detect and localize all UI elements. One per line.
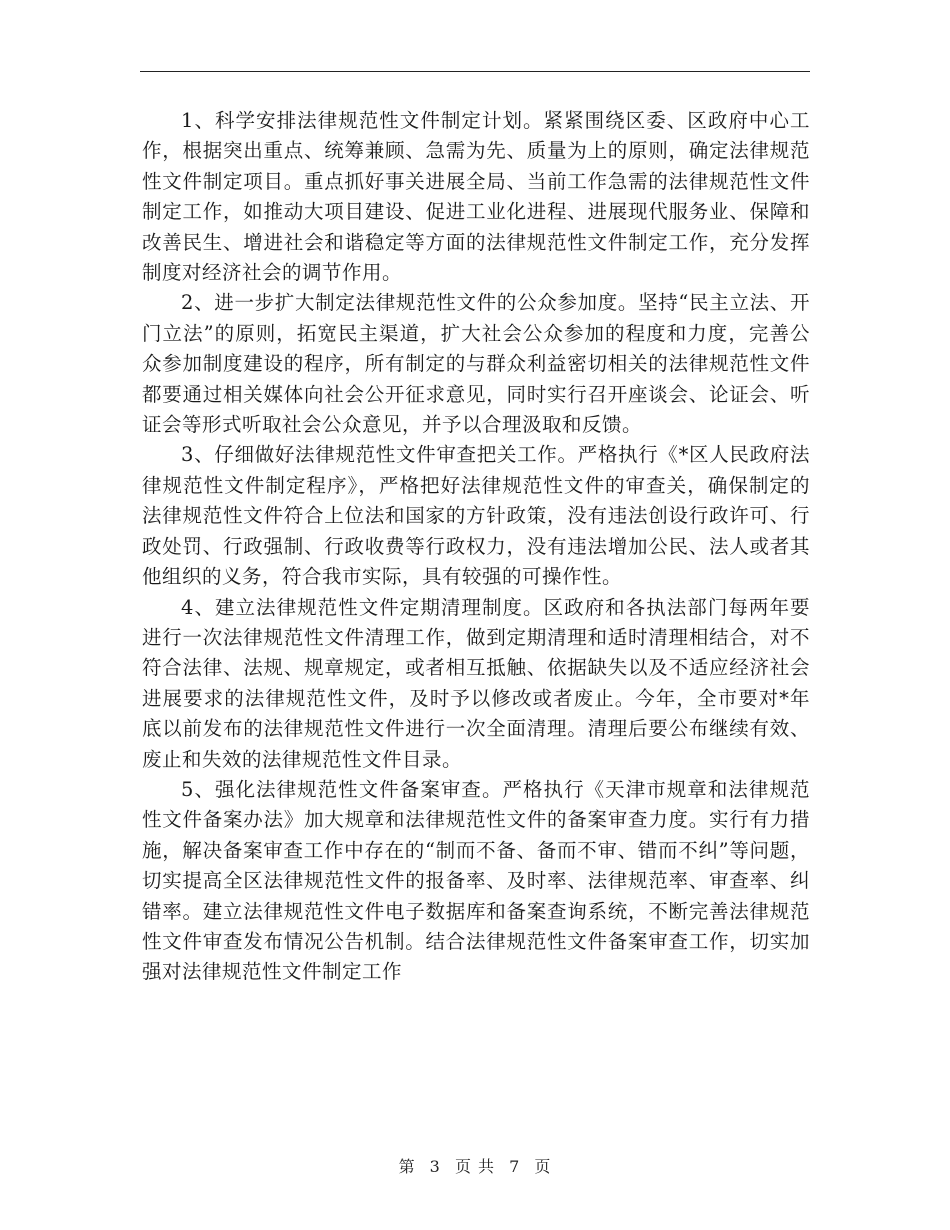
current-page-number: 3 bbox=[429, 1157, 441, 1176]
total-pages-number: 7 bbox=[509, 1157, 521, 1176]
header-rule bbox=[140, 71, 810, 72]
paragraph-2: 2、进一步扩大制定法律规范性文件的公众参加度。坚持“民主立法、开门立法”的原则，拓宽民主渠道，扩大社会公众参加的程度和力度，完善公众参加制度建设的程序，所有制定的与群众利益密切相关的法律规范性文件都要通过相关媒体向社会公开征求意见，同时实行召开座谈会、论证会、听证会等形式听取社会公众意见，并予以合理汲取和反馈。 bbox=[142, 291, 810, 437]
page-prefix: 第 bbox=[398, 1157, 416, 1176]
paragraph-4: 4、建立法律规范性文件定期清理制度。区政府和各执法部门每两年要进行一次法律规范性文件清理工作，做到定期清理和适时清理相结合，对不符合法律、法规、规章规定，或者相互抵触、依据缺失以及不适应经济社会进展要求的法律规范性文件，及时予以修改或者废止。今年，全市要对*年底以前发布的法律规范性文件进行一次全面清理。清理后要公布继续有效、废止和失效的法律规范性文件目录。 bbox=[142, 595, 810, 771]
paragraph-5: 5、强化法律规范性文件备案审查。严格执行《天津市规章和法律规范性文件备案办法》加大规章和法律规范性文件的备案审查力度。实行有力措施，解决备案审查工作中存在的“制而不备、备而不审、错而不纠”等问题，切实提高全区法律规范性文件的报备率、及时率、法律规范率、审查率、纠错率。建立法律规范性文件电子数据库和备案查询系统，不断完善法律规范性文件审查发布情况公告机制。结合法律规范性文件备案审查工作，切实加强对法律规范性文件制定工作 bbox=[142, 777, 810, 984]
paragraph-3: 3、仔细做好法律规范性文件审查把关工作。严格执行《*区人民政府法律规范性文件制定程序》，严格把好法律规范性文件的审查关，确保制定的法律规范性文件符合上位法和国家的方针政策，没有违法创设行政许可、行政处罚、行政强制、行政收费等行政权力，没有违法增加公民、法人或者其他组织的义务，符合我市实际，具有较强的可操作性。 bbox=[142, 443, 810, 589]
page-mid-text: 页 共 bbox=[454, 1157, 496, 1176]
document-body bbox=[142, 106, 810, 988]
paragraph-1: 1、科学安排法律规范性文件制定计划。紧紧围绕区委、区政府中心工作，根据突出重点、统筹兼顾、急需为先、质量为上的原则，确定法律规范性文件制定项目。重点抓好事关进展全局、当前工作急需的法律规范性文件制定工作，如推动大项目建设、促进工业化进程、进展现代服务业、保障和改善民生、增进社会和谐稳定等方面的法律规范性文件制定工作，充分发挥制度对经济社会的调节作用。 bbox=[142, 109, 810, 285]
page-suffix: 页 bbox=[534, 1157, 552, 1176]
page-footer bbox=[0, 1154, 950, 1177]
